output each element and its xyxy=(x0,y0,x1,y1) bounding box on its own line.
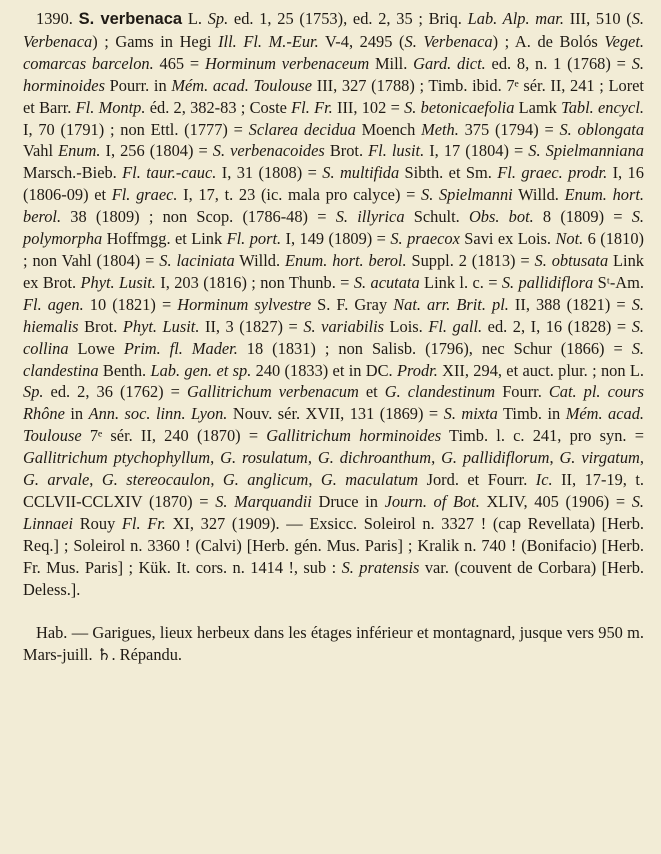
citation-italic: G. clandestinum xyxy=(384,382,496,402)
citation-italic: Phyt. Lusit. xyxy=(122,316,200,336)
citation-text: Brot. xyxy=(324,141,369,161)
citation-italic: Fl. graec. xyxy=(111,185,178,205)
citation-italic: S. betonicaefolia xyxy=(404,97,515,117)
citation-text: 8 (1809) = xyxy=(533,207,632,227)
citation-italic: S. polymorpha xyxy=(23,207,644,249)
citation-text: 375 (1794) = xyxy=(458,119,560,139)
citation-italic: G. virgatum xyxy=(559,448,640,468)
citation-text: 240 (1833) et in DC. xyxy=(251,360,397,380)
citation-text: Willd. xyxy=(234,250,285,270)
citation-italic: S. collina xyxy=(23,316,644,358)
citation-italic: S. verbenacoides xyxy=(212,141,325,161)
citation-text: Sibth. et Sm. xyxy=(399,163,498,183)
citation-text: 10 (1821) = xyxy=(83,294,178,314)
citation-italic: Ic. xyxy=(535,470,553,490)
citation-text: Timb. l. c. 241, pro syn. = xyxy=(441,426,644,446)
citation-text: L. xyxy=(182,9,208,28)
citation-italic: Phyt. Lusit. xyxy=(80,272,156,292)
citation-text: I, 70 (1791) ; non Ettl. (1777) = xyxy=(23,119,249,139)
citation-text: Druce in xyxy=(311,491,385,511)
citation-text: ed. 1, 25 (1753), ed. 2, 35 ; Briq. xyxy=(228,9,468,28)
citation-italic: Ill. Fl. M.-Eur. xyxy=(218,31,319,51)
citation-text: Suppl. 2 (1813) = xyxy=(406,250,535,270)
citation-italic: Fl. Fr. xyxy=(121,513,166,533)
citation-italic: S. hiemalis xyxy=(23,294,644,336)
citation-text: I, 149 (1809) = xyxy=(281,229,391,249)
citation-text: Vahl xyxy=(23,141,59,161)
citation-text: Hoffmgg. et Link xyxy=(102,229,227,249)
citation-italic: G. anglicum xyxy=(222,470,309,490)
citation-italic: Ann. soc. linn. Lyon. xyxy=(88,404,228,424)
citation-text: , xyxy=(89,470,102,490)
citation-text: I, 16 (1806-09) et xyxy=(23,163,644,205)
citation-italic: Fl. lusit. xyxy=(368,141,425,161)
citation-italic: Enum. hort. berol. xyxy=(23,185,644,227)
citation-italic: G. dichroanthum xyxy=(317,448,432,468)
citation-italic: Gallitrichum ptychophyllum xyxy=(23,448,211,468)
citation-text: Sᵗ-Am. xyxy=(593,272,644,292)
citation-text: I, 31 (1808) = xyxy=(216,163,323,183)
citation-italic: S. praecox xyxy=(390,229,460,249)
citation-text: , xyxy=(308,470,321,490)
citation-italic: Sclarea decidua xyxy=(248,119,356,139)
citation-text: 465 = xyxy=(153,53,205,73)
citation-italic: G. arvale xyxy=(23,470,90,490)
citation-text: Benth. xyxy=(98,360,151,380)
citation-text: Lowe xyxy=(68,338,124,358)
species-entry xyxy=(23,8,644,600)
citation-italic: S. variabilis xyxy=(303,316,384,336)
habitat-label: Hab. xyxy=(36,623,68,643)
citation-italic: S. Verbenaca xyxy=(23,9,645,51)
habitat-text: — Garigues, lieux herbeux dans les étages inférieur et montagnard, jusque vers 950 m. Mars-juill. ♄. Répandu. xyxy=(23,623,644,665)
citation-italic: G. maculatum xyxy=(320,470,419,490)
citation-text: III, 510 ( xyxy=(563,9,632,28)
citation-text: II, 388 (1821) = xyxy=(508,294,632,314)
citation-text: ) ; Gams in Hegi xyxy=(92,31,219,51)
citation-text: Link l. c. = xyxy=(419,272,502,292)
citation-italic: Mém. acad. Toulouse xyxy=(23,404,645,446)
citation-italic: Enum. xyxy=(58,141,101,161)
citation-text: Moench xyxy=(355,119,422,139)
citation-italic: S. pratensis xyxy=(341,557,420,577)
citation-text: 38 (1809) ; non Scop. (1786-48) = xyxy=(61,207,336,227)
citation-italic: Fl. port. xyxy=(226,229,282,249)
citation-text: ed. 8, n. 1 (1768) = xyxy=(485,53,632,73)
citation-text: Brot. xyxy=(78,316,123,336)
citation-italic: S. pallidiflora xyxy=(501,272,594,292)
citation-text: ed. 2, I, 16 (1828) = xyxy=(482,316,632,336)
citation-text: var. (couvent de Corbara) [Herb. Deless.]. xyxy=(23,557,645,599)
citation-italic: S. illyrica xyxy=(335,207,405,227)
citation-text: Pourr. in xyxy=(104,75,172,95)
citation-text: I, 203 (1816) ; non Thunb. = xyxy=(155,272,354,292)
citation-text: III, 327 (1788) ; Timb. ibid. 7ᵉ sér. II, 241 ; Loret et Barr. xyxy=(23,75,644,117)
citation-text: , xyxy=(431,448,442,468)
citation-italic: S. clandestina xyxy=(23,338,644,380)
citation-text: ed. 2, 36 (1762) = xyxy=(43,382,187,402)
citation-italic: Fl. Fr. xyxy=(291,97,333,117)
habitat-paragraph xyxy=(23,622,644,666)
citation-text: , xyxy=(307,448,318,468)
citation-text: et xyxy=(358,382,385,402)
entry-number: 1390. xyxy=(36,9,73,28)
citation-text: S. F. Gray xyxy=(311,294,394,314)
citation-italic: Journ. of Bot. xyxy=(384,491,480,511)
citation-text: , xyxy=(639,448,644,468)
citation-italic: S. obtusata xyxy=(534,250,609,270)
citation-text: V-4, 2495 ( xyxy=(318,31,405,51)
citation-italic: Prodr. xyxy=(396,360,438,380)
citation-italic: Tabl. encycl. xyxy=(561,97,644,117)
citation-text: XI, 327 (1909). — Exsicc. Soleirol n. 3327 ! (cap Revellata) [Herb. Req.] ; Soleirol n. 3360 ! (Calvi) [Herb. gén. Mus. Paris] ; Kralik n. 740 ! (Bonifacio) [Herb. Fr. Mus. Paris] ; Kük. It. cors. n. 1414 !, sub : xyxy=(23,513,645,577)
citation-italic: Obs. bot. xyxy=(468,207,534,227)
citation-text: , xyxy=(210,448,221,468)
citation-italic: G. stereocaulon xyxy=(101,470,211,490)
citation-text: 18 (1831) ; non Salisb. (1796), nec Schur (1866) = xyxy=(237,338,632,358)
citation-italic: S. laciniata xyxy=(159,250,235,270)
citation-italic: Gallitrichum horminoides xyxy=(266,426,442,446)
citation-italic: S. oblongata xyxy=(559,119,645,139)
citation-italic: Mém. acad. Toulouse xyxy=(171,75,313,95)
citation-italic: Fl. graec. prodr. xyxy=(497,163,608,183)
citation-text: ) ; A. de Bolós xyxy=(492,31,605,51)
citation-text: Willd. xyxy=(512,185,565,205)
citation-text: , xyxy=(549,448,560,468)
citation-italic: Enum. hort. berol. xyxy=(284,250,407,270)
citation-italic: S. Marquandii xyxy=(215,491,312,511)
citation-text: Schult. xyxy=(404,207,469,227)
citation-italic: Prim. fl. Mader. xyxy=(123,338,238,358)
citation-italic: S. Verbenaca xyxy=(404,31,493,51)
citation-text: Mill. xyxy=(369,53,414,73)
citation-italic: S. multifida xyxy=(322,163,400,183)
citation-italic: S. horminoides xyxy=(23,53,645,95)
citation-text: Savi ex Lois. xyxy=(459,229,556,249)
citation-italic: Fl. Montp. xyxy=(75,97,146,117)
citation-text: Marsch.-Bieb. xyxy=(23,163,123,183)
citation-italic: Veget. comarcas barcelon. xyxy=(23,31,644,73)
citation-italic: S. Linnaei xyxy=(23,491,645,533)
citation-text: Lamk xyxy=(514,97,562,117)
citation-text: I, 256 (1804) = xyxy=(100,141,213,161)
citation-italic: S. mixta xyxy=(443,404,498,424)
citation-text: Fourr. xyxy=(495,382,549,402)
citation-text: Timb. in xyxy=(497,404,566,424)
citation-text: , xyxy=(210,470,223,490)
citation-italic: G. rosulatum xyxy=(220,448,308,468)
citation-text: Nouv. sér. XVII, 131 (1869) = xyxy=(227,404,444,424)
citation-text: in xyxy=(64,404,89,424)
citation-italic: Nat. arr. Brit. pl. xyxy=(393,294,509,314)
citation-text: I, 17, t. 23 (ic. mala pro calyce) = xyxy=(177,185,421,205)
citation-text: Link ex Brot. xyxy=(23,250,644,292)
citation-text: 6 (1810) ; non Vahl (1804) = xyxy=(23,229,644,270)
citation-italic: Not. xyxy=(555,229,584,249)
citation-italic: Cat. pl. cours Rhône xyxy=(23,382,645,424)
citation-text: 7ᵉ sér. II, 240 (1870) = xyxy=(81,426,267,446)
citation-italic: Sp. xyxy=(23,382,44,402)
citation-italic: Lab. Alp. mar. xyxy=(467,9,564,28)
citation-italic: Gallitrichum verbenacum xyxy=(186,382,359,402)
citation-italic: Fl. taur.-cauc. xyxy=(122,163,217,183)
citation-text: Jord. et Fourr. xyxy=(418,470,536,490)
entry-body xyxy=(23,9,644,599)
citation-italic: Horminum verbenaceum xyxy=(204,53,370,73)
citation-italic: Lab. gen. et sp. xyxy=(150,360,252,380)
citation-text: Rouy xyxy=(73,513,122,533)
citation-italic: Gard. dict. xyxy=(413,53,486,73)
citation-italic: Sp. xyxy=(207,9,229,28)
citation-text: XLIV, 405 (1906) = xyxy=(479,491,632,511)
citation-italic: S. Spielmanni xyxy=(421,185,513,205)
species-name: S. verbenaca xyxy=(78,10,183,28)
citation-text: éd. 2, 382-83 ; Coste xyxy=(145,97,292,117)
citation-italic: G. pallidiflorum xyxy=(441,448,550,468)
citation-text: II, 17-19, t. CCLVII-CCLXIV (1870) = xyxy=(23,470,645,511)
citation-italic: Fl. agen. xyxy=(23,294,84,314)
citation-text: I, 17 (1804) = xyxy=(424,141,529,161)
citation-italic: Fl. gall. xyxy=(428,316,483,336)
citation-text: XII, 294, et auct. plur. ; non L. xyxy=(437,360,644,380)
citation-text: Lois. xyxy=(384,316,429,336)
citation-italic: Horminum sylvestre xyxy=(177,294,312,314)
citation-italic: S. Spielmanniana xyxy=(528,141,644,161)
citation-italic: Meth. xyxy=(421,119,459,139)
citation-italic: S. acutata xyxy=(353,272,420,292)
citation-text: III, 102 = xyxy=(332,97,405,117)
citation-text: II, 3 (1827) = xyxy=(199,316,304,336)
